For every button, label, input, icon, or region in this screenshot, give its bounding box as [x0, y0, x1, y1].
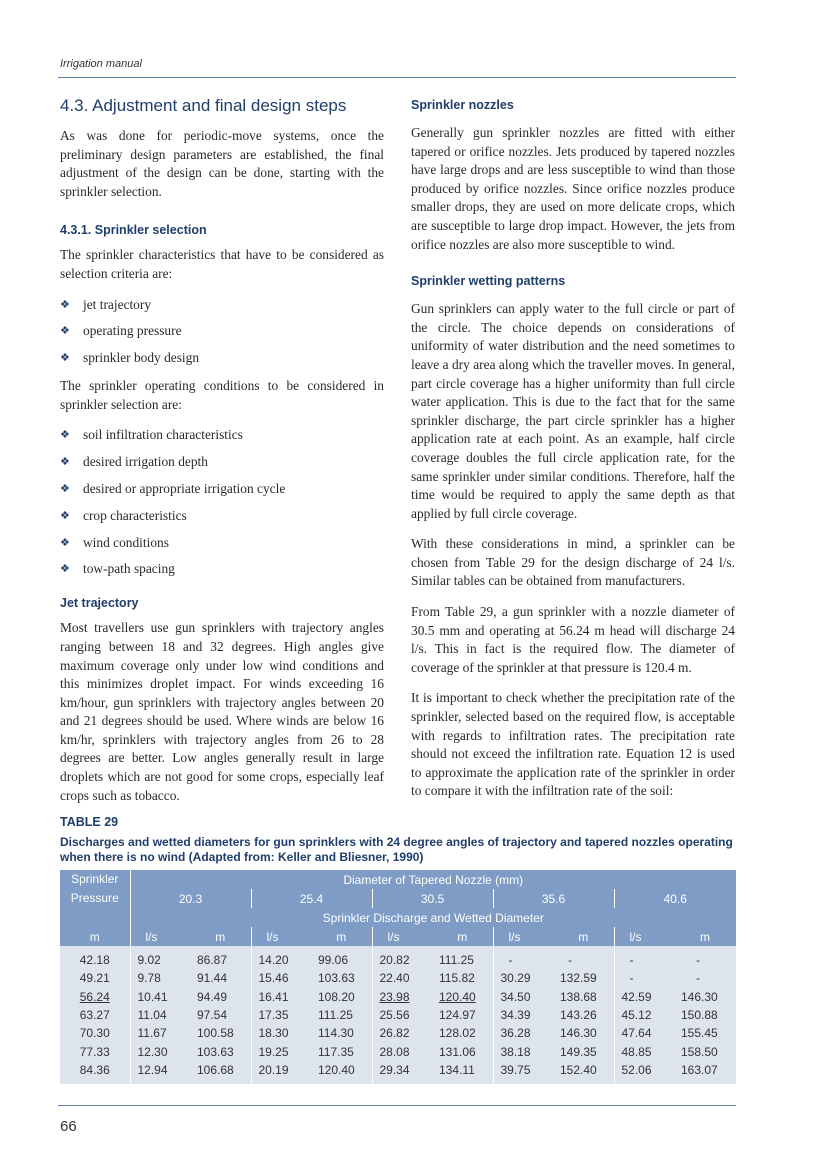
table-cell: 143.26: [553, 1006, 614, 1024]
nozzle-size-header: 20.3: [130, 889, 251, 908]
table-cell: 48.85: [614, 1042, 674, 1060]
intro-paragraph: As was done for periodic-move systems, once the preliminary design parameters are established, the final adjustment of the design can be done, starting with the sprinkler selection.: [60, 128, 384, 199]
table-body: [60, 946, 736, 1084]
operating-conditions-list: [60, 426, 384, 578]
table-cell: 77.33: [60, 1042, 130, 1060]
running-header: Irrigation manual: [60, 58, 142, 70]
unit-header: l/s: [614, 927, 674, 946]
pressure-header: Sprinkler Pressure: [60, 870, 130, 908]
right-column: [411, 96, 735, 813]
table-cell: -: [553, 946, 614, 969]
table-cell: 124.97: [432, 1006, 493, 1024]
discharge-wetted-header: Sprinkler Discharge and Wetted Diameter: [130, 908, 736, 927]
unit-header: m: [311, 927, 372, 946]
table-cell: 99.06: [311, 946, 372, 969]
page-number: 66: [60, 1118, 77, 1135]
table-cell: [372, 988, 432, 1006]
unit-header: m: [190, 927, 251, 946]
selection-intro: The sprinkler characteristics that have to be considered as selection criteria are:: [60, 247, 384, 281]
bullet-icon: ❖: [60, 352, 70, 365]
table-cell: 34.39: [493, 1006, 553, 1024]
list-item: ❖ wind conditions: [60, 534, 169, 550]
unit-header: m: [60, 927, 130, 946]
table-row: [60, 969, 736, 987]
table-header-row: [60, 889, 736, 908]
table-cell: 115.82: [432, 969, 493, 987]
table-cell: 29.34: [372, 1061, 432, 1084]
bullet-icon: ❖: [60, 298, 70, 311]
table-cell: 128.02: [432, 1024, 493, 1042]
table-cell: 11.04: [130, 1006, 190, 1024]
table-header-row: [60, 908, 736, 927]
table-row: [60, 1006, 736, 1024]
table-row-selected: [60, 988, 736, 1006]
nozzles-heading: Sprinkler nozzles: [411, 98, 514, 112]
table-cell: 149.35: [553, 1042, 614, 1060]
table-cell: 120.40: [311, 1061, 372, 1084]
table-cell: 56.24: [60, 988, 130, 1006]
table-cell: 117.35: [311, 1042, 372, 1060]
table-cell: 70.30: [60, 1024, 130, 1042]
table-cell: 63.27: [60, 1006, 130, 1024]
unit-header: m: [674, 927, 736, 946]
considerations-paragraph: With these considerations in mind, a sprinkler can be chosen from Table 29 for the design discharge of 24 l/s. Similar tables can be obtained from manufacturers.: [411, 536, 735, 589]
table-cell: 49.21: [60, 969, 130, 987]
table-cell: 94.49: [190, 988, 251, 1006]
selected-diameter: 120.40: [439, 989, 476, 1004]
nozzle-diameter-header: Diameter of Tapered Nozzle (mm): [130, 870, 736, 889]
nozzle-size-header: 40.6: [614, 889, 736, 908]
unit-header: l/s: [372, 927, 432, 946]
nozzle-size-header: 35.6: [493, 889, 614, 908]
jet-trajectory-paragraph: Most travellers use gun sprinklers with trajectory angles ranging between 18 and 32 degrees. High angles give maximum coverage only under low wind conditions and this minimizes droplet impact. For winds exceeding 16 km/hour, gun sprinklers with trajectory angles between 20 and 21 degrees should be used. Where winds are below 16 km/hr, sprinklers with trajectory angles from 26 to 28 degrees are better. Low angles generally result in large droplets which are not good for some crops, especially leaf crops such as tobacco.: [60, 620, 384, 803]
conditions-intro: The sprinkler operating conditions to be considered in sprinkler selection are:: [60, 378, 384, 412]
nozzles-paragraph: Generally gun sprinkler nozzles are fitted with either tapered or orifice nozzles. Jets produced by tapered nozzles have large drops and are less susceptible to wind than those produced by orifice nozzles. Since orifice nozzles produce smaller drops, they are used on more delicate crops, which are susceptible to large drop impact. However, the jets from orifice nozzles are also more susceptible to wind.: [411, 125, 735, 252]
table-cell: 100.58: [190, 1024, 251, 1042]
table-cell: [432, 988, 493, 1006]
list-item: ❖ desired or appropriate irrigation cycle: [60, 480, 286, 496]
table-cell: 17.35: [251, 1006, 311, 1024]
table-row: [60, 1061, 736, 1084]
bullet-icon: ❖: [60, 509, 70, 522]
nozzle-size-header: 25.4: [251, 889, 372, 908]
bullet-icon: ❖: [60, 536, 70, 549]
table-cell: 20.82: [372, 946, 432, 969]
wetting-patterns-paragraph: Gun sprinklers can apply water to the full circle or part of the circle. The choice depends on considerations of uniformity of water distribution and the need sometimes to leave a dry area along which the traveller moves. In general, part circle coverage has a higher uniformity than full circle water application. This is due to the fact that for the same sprinkler discharge, the part circle sprinkler has a higher application rate at each point. As an example, half circle coverage doubles the full circle application rate, for the same sprinkler under similar conditions. Therefore, half the time would be required to apply the same depth as that applied by full circle coverage.: [411, 301, 735, 521]
table-cell: 106.68: [190, 1061, 251, 1084]
table-cell: 103.63: [311, 969, 372, 987]
table-cell: 155.45: [674, 1024, 736, 1042]
bullet-icon: ❖: [60, 325, 70, 338]
left-column: [60, 96, 384, 817]
table-cell: 12.94: [130, 1061, 190, 1084]
table-cell: 42.59: [614, 988, 674, 1006]
table-cell: -: [674, 969, 736, 987]
table-caption: Discharges and wetted diameters for gun sprinklers with 24 degree angles of trajectory and tapered nozzles operating when there is no wind (Adapted from: Keller and Bliesner, 1990): [60, 835, 733, 864]
list-item: ❖ crop characteristics: [60, 507, 187, 523]
table-cell: 91.44: [190, 969, 251, 987]
table-cell: -: [674, 946, 736, 969]
table-cell: -: [614, 969, 674, 987]
selection-criteria-list: [60, 296, 384, 368]
table-cell: 163.07: [674, 1061, 736, 1084]
table-cell: 11.67: [130, 1024, 190, 1042]
list-item: ❖ tow-path spacing: [60, 561, 175, 577]
table-cell: -: [614, 946, 674, 969]
table-cell: 86.87: [190, 946, 251, 969]
table-cell: 84.36: [60, 1061, 130, 1084]
table-cell: 150.88: [674, 1006, 736, 1024]
table-cell: 38.18: [493, 1042, 553, 1060]
bullet-icon: ❖: [60, 563, 70, 576]
subsection-heading: 4.3.1. Sprinkler selection: [60, 223, 207, 238]
table-cell: 12.30: [130, 1042, 190, 1060]
precipitation-paragraph: It is important to check whether the precipitation rate of the sprinkler, selected based on the required flow, is acceptable with regards to infiltration rates. The precipitation rate should not exceed the infiltration rate. Equation 12 is used to approximate the application rate of the sprinkler in order to compare it with the infiltration rate of the soil:: [411, 690, 735, 799]
header-spacer: [60, 908, 130, 927]
list-item: ❖ operating pressure: [60, 323, 182, 339]
table-cell: 108.20: [311, 988, 372, 1006]
table-cell: 146.30: [553, 1024, 614, 1042]
unit-header: m: [432, 927, 493, 946]
list-item: ❖ jet trajectory: [60, 296, 152, 312]
table-cell: 152.40: [553, 1061, 614, 1084]
table-cell: 16.41: [251, 988, 311, 1006]
table-cell: 45.12: [614, 1006, 674, 1024]
section-heading: 4.3. Adjustment and final design steps: [60, 96, 347, 115]
table-header-row: [60, 870, 736, 889]
list-item: ❖ soil infiltration characteristics: [60, 427, 243, 443]
table-cell: 28.08: [372, 1042, 432, 1060]
bullet-icon: ❖: [60, 456, 70, 469]
unit-header: l/s: [493, 927, 553, 946]
sprinkler-discharge-table: [60, 870, 736, 1084]
unit-header: l/s: [130, 927, 190, 946]
table-cell: 18.30: [251, 1024, 311, 1042]
table-cell: 111.25: [432, 946, 493, 969]
table-row: [60, 1042, 736, 1060]
table-cell: 52.06: [614, 1061, 674, 1084]
table-cell: 132.59: [553, 969, 614, 987]
table-cell: 97.54: [190, 1006, 251, 1024]
table-cell: 30.29: [493, 969, 553, 987]
table-reference-paragraph: From Table 29, a gun sprinkler with a nozzle diameter of 30.5 mm and operating at 56.24 m head will discharge 24 l/s. This in fact is the required flow. The diameter of coverage of the sprinkler at that pressure is 120.4 m.: [411, 604, 735, 675]
table-units-row: [60, 927, 736, 946]
table-cell: 42.18: [60, 946, 130, 969]
bullet-icon: ❖: [60, 429, 70, 442]
table-cell: 36.28: [493, 1024, 553, 1042]
unit-header: l/s: [251, 927, 311, 946]
table-cell: 111.25: [311, 1006, 372, 1024]
table-cell: 131.06: [432, 1042, 493, 1060]
table-cell: 158.50: [674, 1042, 736, 1060]
table-cell: -: [493, 946, 553, 969]
table-row: [60, 946, 736, 969]
table-cell: 26.82: [372, 1024, 432, 1042]
wetting-patterns-heading: Sprinkler wetting patterns: [411, 274, 566, 289]
table-cell: 9.02: [130, 946, 190, 969]
table-cell: 47.64: [614, 1024, 674, 1042]
table-row: [60, 1024, 736, 1042]
table-cell: 25.56: [372, 1006, 432, 1024]
table-cell: 14.20: [251, 946, 311, 969]
list-item: ❖ desired irrigation depth: [60, 454, 208, 470]
table-cell: 10.41: [130, 988, 190, 1006]
table-cell: 9.78: [130, 969, 190, 987]
table-cell: 114.30: [311, 1024, 372, 1042]
nozzle-size-header: 30.5: [372, 889, 493, 908]
table-cell: 134.11: [432, 1061, 493, 1084]
bullet-icon: ❖: [60, 482, 70, 495]
selected-discharge: 23.98: [379, 989, 410, 1004]
table-cell: 138.68: [553, 988, 614, 1006]
table-cell: 20.19: [251, 1061, 311, 1084]
list-item: ❖ sprinkler body design: [60, 350, 200, 366]
table-cell: 103.63: [190, 1042, 251, 1060]
table-cell: 22.40: [372, 969, 432, 987]
header-divider: [58, 77, 736, 78]
table-cell: 15.46: [251, 969, 311, 987]
table-cell: 146.30: [674, 988, 736, 1006]
table-cell: 34.50: [493, 988, 553, 1006]
table-label: TABLE 29: [60, 815, 119, 829]
table-cell: 39.75: [493, 1061, 553, 1084]
table-29: [60, 815, 736, 1084]
footer-divider: [58, 1105, 736, 1106]
jet-trajectory-heading: Jet trajectory: [60, 596, 139, 611]
unit-header: m: [553, 927, 614, 946]
table-cell: 19.25: [251, 1042, 311, 1060]
